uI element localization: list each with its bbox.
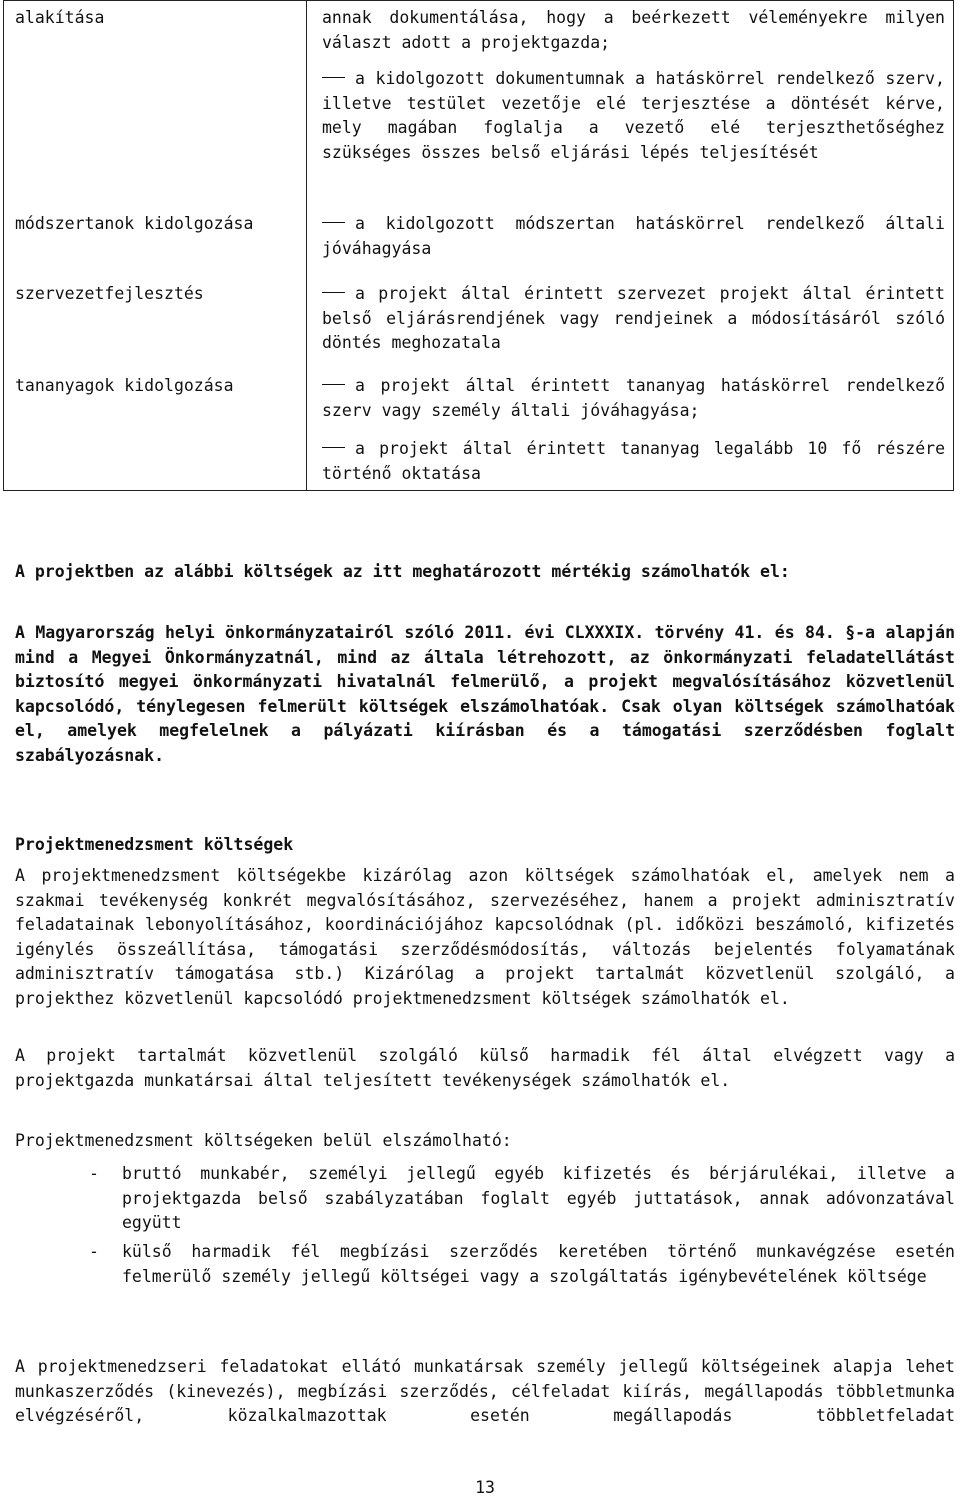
table-item xyxy=(322,282,945,356)
list-item-text: külső harmadik fél megbízási szerződés keretében történő munkavégzése esetén felmerülő személy jellegű költségei vagy a szolgáltatás igénybevételének költsége xyxy=(122,1242,955,1286)
closing-paragraph: A projektmenedzseri feladatokat ellátó munkatársak személy jellegű költségeinek alapja lehet munkaszerződés (kinevezés), megbízási szerződés, célfeladat kiírás, megállapodás többletmunka elvégzéséről, közalkalmazottak esetén megállapodás többletfeladat xyxy=(15,1357,955,1426)
dash-mark xyxy=(322,292,345,293)
table-item-text: a projekt által érintett szervezet projekt által érintett belső eljárásrendjének vagy rendjeinek a módosításáról szóló döntés meghozatala xyxy=(322,284,945,352)
table-item xyxy=(322,6,945,55)
table-item-text: a projekt által érintett tananyag legalább 10 fő részére történő oktatása xyxy=(322,439,945,483)
table-right-column xyxy=(307,1,954,491)
pm-paragraph-2: A projekt tartalmát közvetlenül szolgáló külső harmadik fél által elvégzett vagy a projektgazda munkatársai által teljesített tevékenységek számolhatók el. xyxy=(15,1046,955,1090)
list-item-text: bruttó munkabér, személyi jellegű egyéb kifizetés és bérjárulékai, illetve a projektgazda belső szabályzatában foglalt egyéb juttatások, annak adóvonzatával együtt xyxy=(122,1164,955,1233)
table-item xyxy=(322,374,945,423)
pm-paragraph-1: A projektmenedzsment költségekbe kizárólag azon költségek számolhatóak el, amelyek nem a szakmai tevékenység konkrét megvalósításához, szervezéséhez, hanem a projekt adminisztratív feladatainak lebonyolításához, koordinációjához kapcsolódnak (pl. időközi beszámoló, kifizetés igénylés összeállítása, támogatási szerződésmódosítás, változás bejelentés folyamatának adminisztratív támogatása stb.) Kizárólag a projekt tartalmát közvetlenül szolgáló, a projekthez közvetlenül kapcsolódó projektmenedzsment költségek számolhatók el. xyxy=(15,866,955,1008)
table-row xyxy=(4,1,954,491)
dash-mark xyxy=(322,77,345,78)
list-bullet: - xyxy=(89,1242,99,1261)
requirements-table xyxy=(3,0,954,491)
table-label-tananyagok: tananyagok kidolgozása xyxy=(15,376,234,395)
dash-mark xyxy=(322,384,345,385)
table-item-text: a kidolgozott módszertan hatáskörrel rendelkező általi jóváhagyása xyxy=(322,214,945,258)
intro-bold-line: A projektben az alábbi költségek az itt meghatározott mértékig számolhatók el: xyxy=(15,562,790,581)
section-heading: Projektmenedzsment költségek xyxy=(15,835,294,854)
table-label-szervezetfejlesztes: szervezetfejlesztés xyxy=(15,284,204,303)
table-item-text: a projekt által érintett tananyag hatáskörrel rendelkező szerv vagy személy általi jóváhagyása; xyxy=(322,376,945,420)
table-label-alakitasa: alakítása xyxy=(15,8,105,27)
list-bullet: - xyxy=(89,1164,99,1183)
table-item xyxy=(322,67,945,165)
table-item xyxy=(322,212,945,261)
page-number: 13 xyxy=(475,1478,495,1497)
dash-mark xyxy=(322,222,345,223)
table-item-text: a kidolgozott dokumentumnak a hatáskörrel rendelkező szerv, illetve testület vezetője elé terjesztése a döntését kérve, mely magában foglalja a vezető elé terjeszthetőséghez szükséges összes belső eljárási lépés teljesítését xyxy=(322,69,945,162)
table-item-text: annak dokumentálása, hogy a beérkezett véleményekre milyen választ adott a projektgazda; xyxy=(322,8,945,52)
table-item xyxy=(322,437,945,486)
list-intro: Projektmenedzsment költségeken belül elszámolható: xyxy=(15,1131,512,1150)
dash-mark xyxy=(322,447,345,448)
table-left-column xyxy=(4,1,307,491)
law-paragraph: A Magyarország helyi önkormányzatairól szóló 2011. évi CLXXXIX. törvény 41. és 84. §-a alapján mind a Megyei Önkormányzatnál, mind az általa létrehozott, az önkormányzati feladatellátást biztosító megyei önkormányzati hivatalnál felmerülő, a projekt megvalósításához közvetlenül kapcsolódó, ténylegesen felmerült költségek elszámolhatóak. Csak olyan költségek számolhatóak el, amelyek megfelelnek a pályázati kiírásban és a támogatási szerződésben foglalt szabályozásnak. xyxy=(15,623,955,765)
table-label-modszertanok: módszertanok kidolgozása xyxy=(15,214,254,233)
